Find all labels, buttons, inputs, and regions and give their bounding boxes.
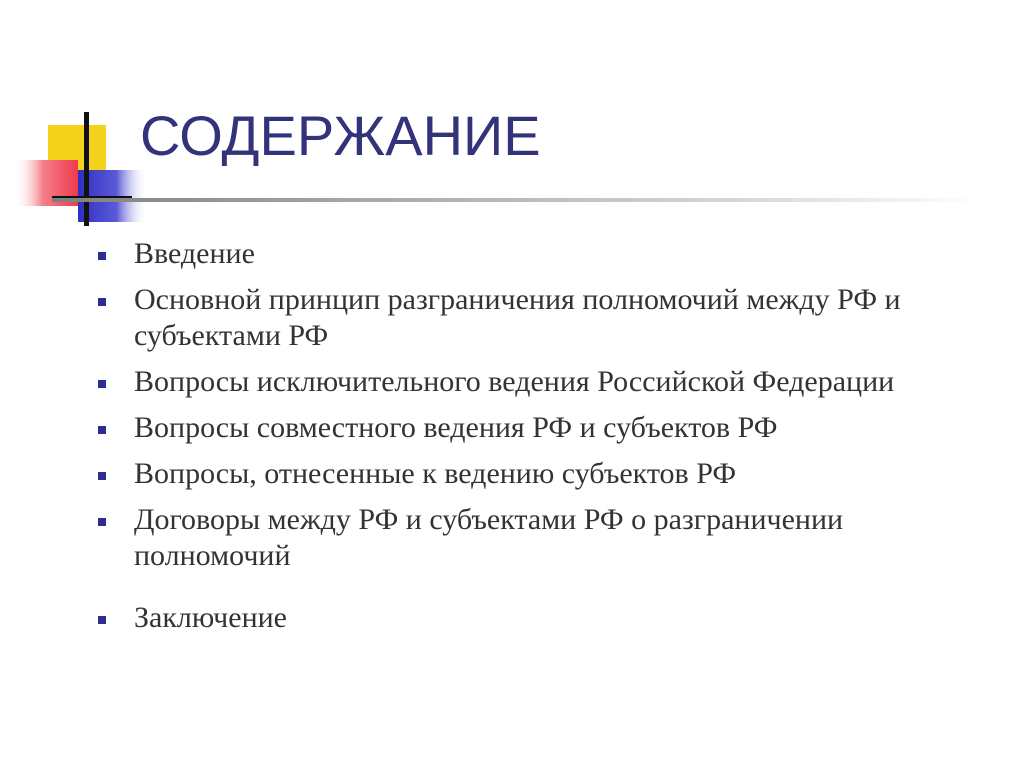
list-item-text: Договоры между РФ и субъектами РФ о разграничении полномочий	[134, 503, 844, 572]
contents-list	[96, 236, 976, 646]
square-bullet-icon	[98, 426, 106, 434]
list-item	[96, 600, 976, 636]
square-bullet-icon	[98, 472, 106, 480]
list-item-text: Основной принцип разграничения полномочий между РФ и субъектами РФ	[134, 283, 901, 352]
title-underline	[52, 198, 982, 202]
square-bullet-icon	[98, 298, 106, 306]
list-item	[96, 502, 976, 574]
list-item	[96, 236, 976, 272]
list-item	[96, 410, 976, 446]
list-item	[96, 364, 976, 400]
square-bullet-icon	[98, 252, 106, 260]
list-item-text: Заключение	[134, 601, 287, 634]
square-bullet-icon	[98, 380, 106, 388]
list-item-text: Введение	[134, 237, 255, 270]
slide-title: СОДЕРЖАНИЕ	[140, 104, 541, 167]
list-item-text: Вопросы исключительного ведения Российской Федерации	[134, 365, 895, 398]
square-bullet-icon	[98, 518, 106, 526]
list-item-text: Вопросы, отнесенные к ведению субъектов РФ	[134, 457, 737, 490]
list-item	[96, 282, 976, 354]
square-bullet-icon	[98, 616, 106, 624]
list-item-text: Вопросы совместного ведения РФ и субъектов РФ	[134, 411, 778, 444]
list-item	[96, 456, 976, 492]
